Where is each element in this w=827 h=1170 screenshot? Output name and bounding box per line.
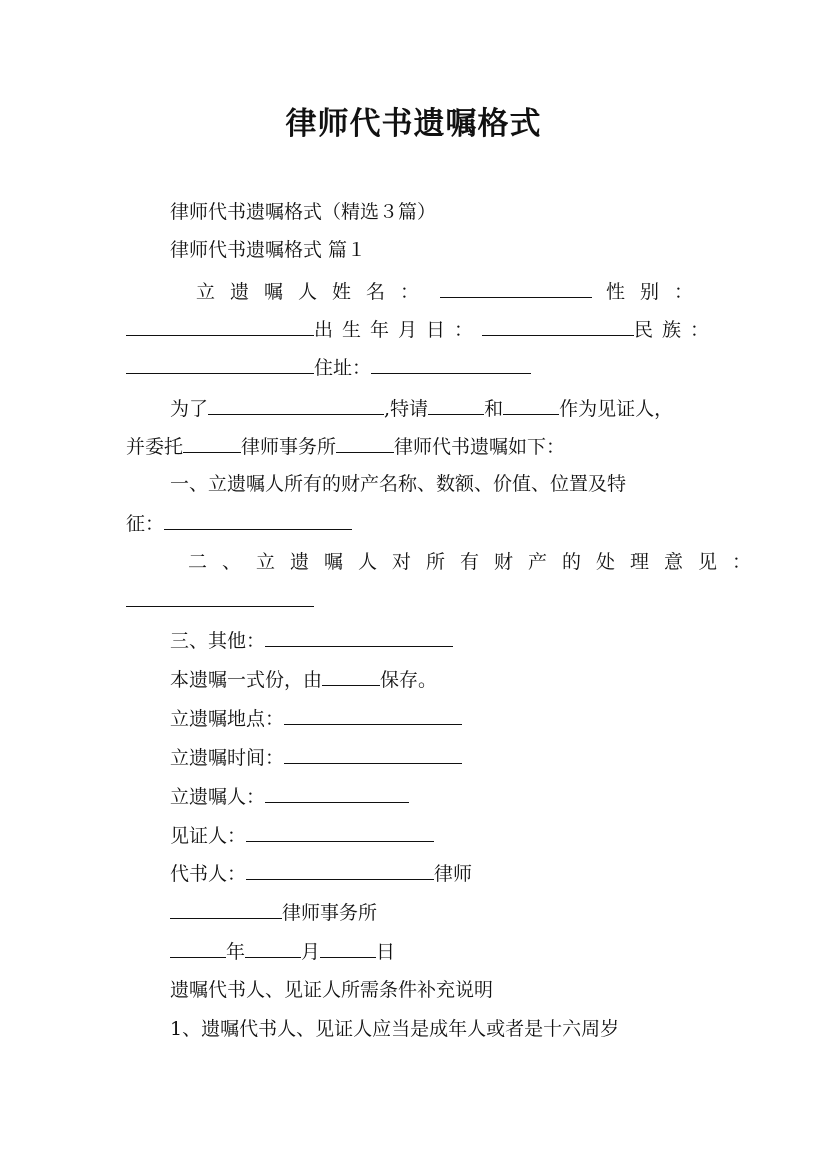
witness2-blank	[503, 396, 559, 415]
item3-label: 三、其他：	[170, 630, 266, 652]
item2-line	[188, 550, 766, 574]
year-blank	[170, 939, 226, 958]
scribe-suffix: 律师	[434, 863, 473, 885]
witness-line	[170, 823, 434, 848]
supplement-item-1-text: 1、遗嘱代书人、见证人应当是成年人或者是十六周岁	[170, 1018, 620, 1040]
supplement-title: 遗嘱代书人、见证人所需条件补充说明	[170, 979, 494, 1001]
address-label: 住址：	[314, 357, 372, 379]
item1-line	[170, 472, 626, 496]
scribe-label: 代书人：	[170, 863, 247, 885]
birth-ethnicity-line	[126, 317, 718, 342]
entrust-firm: 律师事务所	[241, 436, 337, 458]
time-line	[170, 745, 462, 770]
date-year: 年	[226, 941, 246, 963]
name-label: 立遗嘱人姓名：	[196, 281, 435, 303]
item2-text: 二、立遗嘱人对所有财产的处理意见：	[188, 551, 767, 573]
testator-line	[170, 784, 409, 809]
supplement-title-line	[170, 978, 493, 1002]
lawyer-blank	[336, 434, 394, 453]
witness-blank	[246, 823, 434, 842]
gender-label: 性别：	[606, 281, 709, 303]
entrust-prefix: 并委托	[126, 436, 184, 458]
purpose-witness: 作为见证人，	[559, 398, 674, 420]
purpose-and: 和	[484, 398, 504, 420]
copies-suffix: 保存。	[380, 669, 438, 691]
scribe-line	[170, 861, 472, 886]
day-blank	[320, 939, 376, 958]
section-heading	[170, 238, 366, 262]
ethnicity-label: 民族：	[634, 319, 719, 341]
supplement-item-1	[170, 1017, 619, 1041]
item3-blank	[265, 628, 453, 647]
testator-blank	[265, 784, 409, 803]
item2-continuation	[126, 588, 314, 613]
witness-label: 见证人：	[170, 825, 247, 847]
time-label: 立遗嘱时间：	[170, 747, 285, 769]
gender-blank	[126, 317, 314, 336]
place-line	[170, 706, 462, 731]
testator-label: 立遗嘱人：	[170, 786, 266, 808]
copies-line	[170, 667, 437, 692]
time-blank	[284, 745, 462, 764]
place-blank	[284, 706, 462, 725]
birth-blank	[482, 317, 634, 336]
month-blank	[245, 939, 301, 958]
place-label: 立遗嘱地点：	[170, 708, 285, 730]
address-line	[126, 355, 531, 380]
date-line	[170, 939, 395, 964]
birth-label: 出生年月日：	[314, 319, 483, 341]
name-blank	[440, 279, 592, 298]
intro-text: 律师代书遗嘱格式（精选３篇）	[170, 201, 437, 223]
ethnicity-blank	[126, 355, 314, 374]
entrust-suffix: 律师代书遗嘱如下：	[394, 436, 566, 458]
intro-line	[170, 200, 436, 224]
item1-blank	[164, 511, 352, 530]
purpose-line	[170, 396, 673, 421]
item1-text: 一、立遗嘱人所有的财产名称、数额、价值、位置及特	[170, 473, 627, 495]
purpose-blank	[208, 396, 384, 415]
address-blank	[371, 355, 531, 374]
witness1-blank	[428, 396, 484, 415]
keeper-blank	[322, 667, 380, 686]
date-day: 日	[376, 941, 396, 963]
name-gender-line	[196, 279, 708, 304]
firm-name-blank	[170, 900, 282, 919]
copies-prefix: 本遗嘱一式份，由	[170, 669, 323, 691]
section-heading-text: 律师代书遗嘱格式 篇１	[170, 239, 367, 261]
item2-blank	[126, 588, 314, 607]
purpose-prefix: 为了	[170, 398, 209, 420]
item3-line	[170, 628, 453, 653]
firm-blank	[183, 434, 241, 453]
entrust-line	[126, 434, 565, 459]
scribe-blank	[246, 861, 434, 880]
date-month: 月	[301, 941, 321, 963]
firm-label: 律师事务所	[282, 902, 378, 924]
firm-line	[170, 900, 377, 925]
item1-continuation	[126, 511, 352, 536]
item1-feature-label: 征：	[126, 513, 165, 535]
purpose-invite: ,特请	[384, 398, 429, 420]
document-title: 律师代书遗嘱格式	[285, 106, 542, 142]
